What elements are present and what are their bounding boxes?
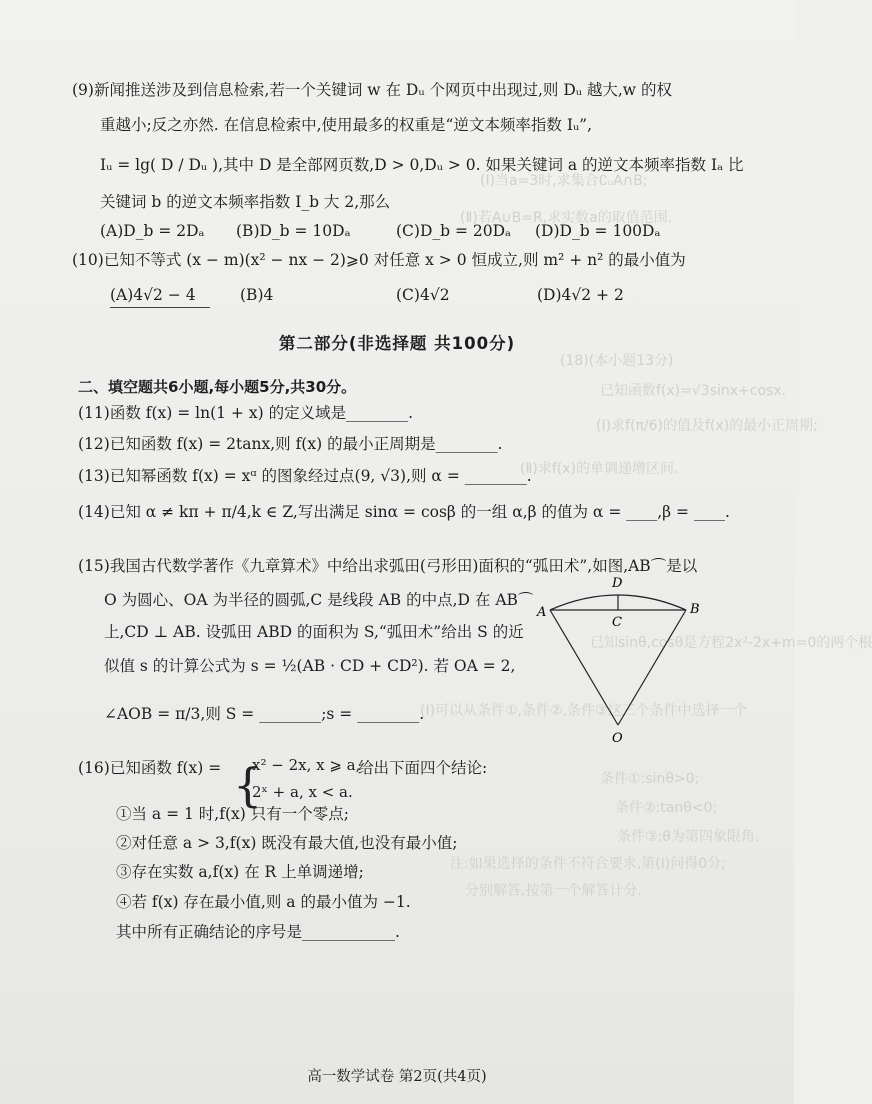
- q15-line5: ∠AOB = π/3,则 S = ________;s = ________.: [104, 705, 425, 723]
- label-d: D: [612, 576, 623, 591]
- bleed-through-text: 已知sinθ,cosθ是方程2x²-2x+m=0的两个根: [590, 635, 872, 651]
- q10-option-b: (B)4: [240, 286, 274, 304]
- bleed-through-text: (Ⅱ)求f(x)的单调递增区间.: [520, 461, 679, 477]
- q11: (11)函数 f(x) = ln(1 + x) 的定义域是________.: [78, 404, 413, 422]
- q10-line1: (10)已知不等式 (x − m)(x² − nx − 2)⩾0 对任意 x > 0 恒成立,则 m² + n² 的最小值为: [72, 251, 686, 269]
- q9-line2: 重越小;反之亦然. 在信息检索中,使用最多的权重是“逆文本频率指数 Iᵤ”,: [100, 116, 593, 134]
- section2-heading: 二、填空题共6小题,每小题5分,共30分。: [78, 378, 357, 396]
- q9-option-c: (C)D_b = 20Dₐ: [396, 222, 512, 240]
- label-b: B: [690, 602, 700, 617]
- q15-line3: 上,CD ⊥ AB. 设弧田 ABD 的面积为 S,“弧田术”给出 S 的近: [104, 623, 524, 641]
- q10-option-c: (C)4√2: [396, 286, 450, 304]
- label-c: C: [612, 615, 622, 630]
- label-o: O: [612, 731, 623, 746]
- bleed-through-text: 分别解答,按第一个解答计分.: [465, 883, 642, 899]
- radius-ob: [618, 610, 686, 725]
- q9-line4: 关键词 b 的逆文本频率指数 I_b 大 2,那么: [100, 193, 391, 211]
- q16-item1: ①当 a = 1 时,f(x) 只有一个零点;: [116, 805, 349, 823]
- q9-line1: (9)新闻推送涉及到信息检索,若一个关键词 w 在 Dᵤ 个网页中出现过,则 Dᵤ 越大,w 的权: [72, 81, 672, 99]
- bleed-through-text: (Ⅰ)可以从条件①,条件②,条件③这三个条件中选择一个: [420, 703, 748, 719]
- q16-item2: ②对任意 a > 3,f(x) 既没有最大值,也没有最小值;: [116, 834, 458, 852]
- q9-line3: Iᵤ = lg( D / Dᵤ ),其中 D 是全部网页数,D > 0,Dᵤ > 0. 如果关键词 a 的逆文本频率指数 Iₐ 比: [100, 156, 744, 174]
- q12: (12)已知函数 f(x) = 2tanx,则 f(x) 的最小正周期是________.: [78, 435, 503, 453]
- q16-after: 给出下面四个结论:: [358, 759, 488, 777]
- page-footer: 高一数学试卷 第2页(共4页): [307, 1069, 487, 1085]
- part2-title: 第二部分(非选择题 共100分): [278, 334, 516, 353]
- q16-piece2: 2ˣ + a, x < a.: [252, 783, 353, 801]
- radius-oa: [550, 610, 618, 725]
- q14: (14)已知 α ≠ kπ + π/4,k ∈ Z,写出满足 sinα = cosβ 的一组 α,β 的值为 α = ____,β = ____.: [78, 503, 730, 521]
- q15-line4: 似值 s 的计算公式为 s = ½(AB · CD + CD²). 若 OA = 2,: [104, 657, 516, 675]
- answer-underline: [110, 307, 210, 308]
- q9-option-d: (D)D_b = 100Dₐ: [535, 222, 661, 240]
- arc-field-figure: [530, 570, 710, 750]
- q16-item4: ④若 f(x) 存在最小值,则 a 的最小值为 −1.: [116, 893, 411, 911]
- bleed-through-text: (Ⅰ)当a=3时,求集合∁ᵤA∩B;: [480, 173, 648, 189]
- q16-item3: ③存在实数 a,f(x) 在 R 上单调递增;: [116, 863, 364, 881]
- q16-intro: (16)已知函数 f(x) =: [78, 759, 222, 777]
- q13: (13)已知幂函数 f(x) = xᵅ 的图象经过点(9, √3),则 α = ________.: [78, 467, 532, 485]
- bleed-through-text: 条件②:tanθ<0;: [615, 800, 718, 816]
- bleed-through-text: (Ⅱ)若A∪B=R,求实数a的取值范围.: [460, 210, 673, 226]
- q10-option-a: (A)4√2 − 4: [110, 286, 196, 304]
- label-a: A: [537, 605, 547, 620]
- bleed-through-text: 条件③:θ为第四象限角.: [617, 829, 760, 845]
- q16-question: 其中所有正确结论的序号是____________.: [116, 923, 400, 941]
- piecewise-brace: {: [233, 758, 263, 812]
- q9-option-b: (B)D_b = 10Dₐ: [236, 222, 351, 240]
- bleed-through-text: (Ⅰ)求f(π/6)的值及f(x)的最小正周期;: [596, 418, 818, 434]
- q15-line1: (15)我国古代数学著作《九章算术》中给出求弧田(弓形田)面积的“弧田术”,如图,AB⌒是以: [78, 557, 698, 575]
- q10-option-d: (D)4√2 + 2: [537, 286, 624, 304]
- q16-piece1: x² − 2x, x ⩾ a,: [252, 756, 361, 774]
- q15-line2: O 为圆心、OA 为半径的圆弧,C 是线段 AB 的中点,D 在 AB⌒: [104, 591, 534, 609]
- bleed-through-text: 已知函数f(x)=√3sinx+cosx.: [600, 383, 787, 399]
- bleed-through-text: 注:如果选择的条件不符合要求,第(Ⅰ)问得0分;: [450, 856, 726, 872]
- bleed-through-text: (18)(本小题13分): [560, 353, 674, 369]
- bleed-through-text: 条件①:sinθ>0;: [600, 771, 700, 787]
- q9-option-a: (A)D_b = 2Dₐ: [100, 222, 205, 240]
